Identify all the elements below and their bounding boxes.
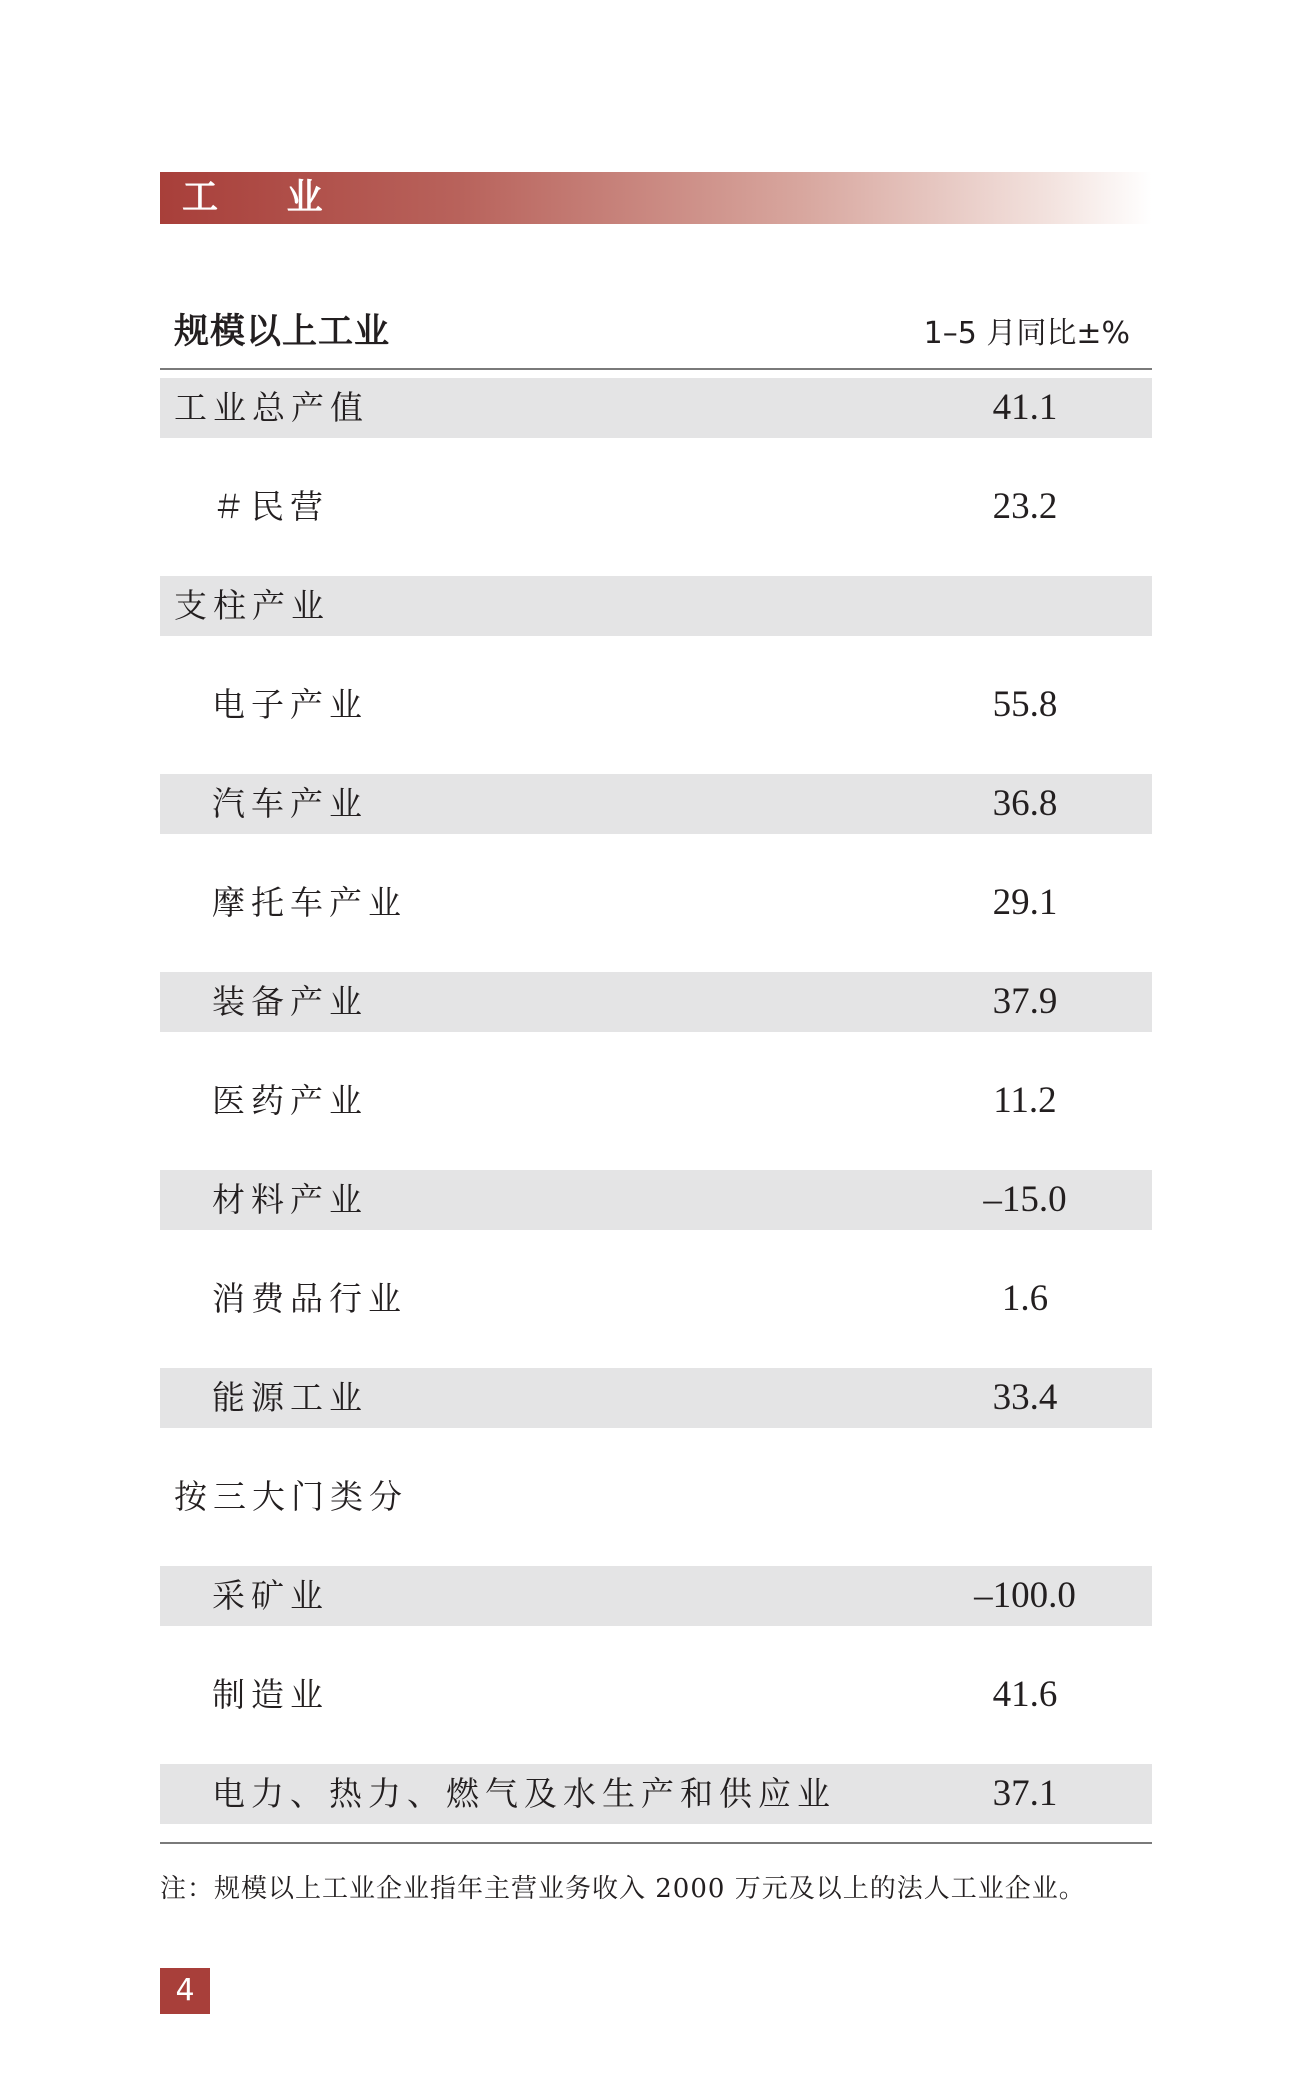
footnote: 注：规模以上工业企业指年主营业务收入 2000 万元及以上的法人工业企业。 <box>160 1874 1086 1904</box>
section-banner <box>160 172 1152 224</box>
table-row <box>160 1566 1152 1626</box>
row-label: 装备产业 <box>212 982 368 1021</box>
table-row <box>160 972 1152 1032</box>
row-value: 37.9 <box>992 981 1058 1022</box>
row-label: 材料产业 <box>212 1180 368 1219</box>
row-value: 33.4 <box>992 1377 1058 1418</box>
row-value: 11.2 <box>993 1080 1057 1121</box>
table-row <box>160 1071 1152 1131</box>
row-value: 29.1 <box>992 882 1058 923</box>
row-label: 采矿业 <box>212 1576 329 1615</box>
table-rows <box>160 370 1152 1824</box>
industry-table <box>160 290 1152 1863</box>
row-label: 按三大门类分 <box>174 1477 408 1516</box>
table-row <box>160 1269 1152 1329</box>
table-row <box>160 1764 1152 1824</box>
row-value: 36.8 <box>992 783 1058 824</box>
section-title: 工 业 <box>182 177 351 218</box>
row-value: –15.0 <box>983 1179 1067 1220</box>
row-label: 汽车产业 <box>212 784 368 823</box>
row-value: 55.8 <box>992 684 1058 725</box>
table-row <box>160 774 1152 834</box>
table-row <box>160 675 1152 735</box>
row-value: 23.2 <box>992 486 1058 527</box>
row-value: 41.6 <box>992 1674 1058 1715</box>
row-label: 医药产业 <box>212 1081 368 1120</box>
row-label: 制造业 <box>212 1675 329 1714</box>
table-row <box>160 1467 1152 1527</box>
row-label: 电子产业 <box>212 685 368 724</box>
row-label: ＃民营 <box>212 487 329 526</box>
table-row <box>160 873 1152 933</box>
table-row <box>160 1170 1152 1230</box>
table-header-label: 规模以上工业 <box>174 312 391 352</box>
row-label: 能源工业 <box>212 1378 368 1417</box>
row-value: 41.1 <box>992 387 1058 428</box>
row-label: 工业总产值 <box>174 388 369 427</box>
row-label: 支柱产业 <box>174 586 330 625</box>
table-row <box>160 576 1152 636</box>
row-value: –100.0 <box>974 1575 1076 1616</box>
table-header <box>160 290 1152 370</box>
row-label: 电力、热力、燃气及水生产和供应业 <box>212 1774 836 1813</box>
table-row <box>160 1368 1152 1428</box>
row-value: 37.1 <box>992 1773 1058 1814</box>
row-label: 消费品行业 <box>212 1279 407 1318</box>
table-header-unit: 1–5 月同比±% <box>923 316 1130 351</box>
table-row <box>160 477 1152 537</box>
page-number: 4 <box>160 1968 210 2014</box>
table-row <box>160 1665 1152 1725</box>
table-row <box>160 378 1152 438</box>
row-label: 摩托车产业 <box>212 883 407 922</box>
table-bottom-rule <box>160 1842 1152 1844</box>
row-value: 1.6 <box>1001 1278 1049 1319</box>
